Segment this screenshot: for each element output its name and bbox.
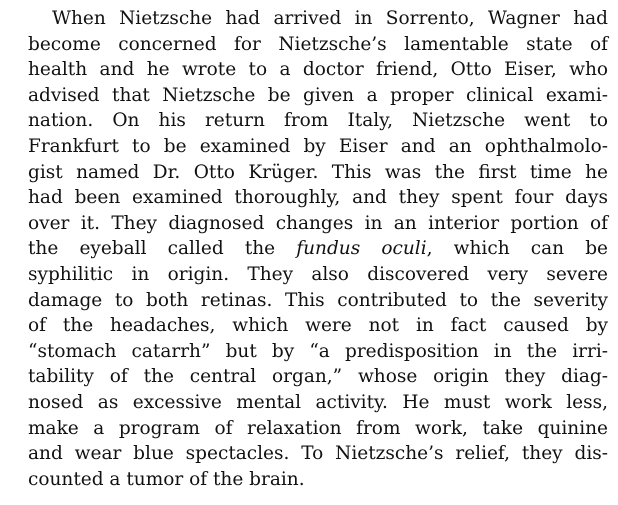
text-line-10-start: the eyeball called the <box>28 238 297 260</box>
text-paragraph <box>28 6 608 492</box>
text-line-6: Frankfurt to be examined by Eiser and an ophthalmolo- <box>28 135 608 157</box>
text-line-3: health and he wrote to a doctor friend, Otto Eiser, who <box>28 59 608 81</box>
text-line-13: of the headaches, which were not in fact caused by <box>28 315 608 337</box>
text-line-16: nosed as excessive mental activity. He must work less, <box>28 391 608 413</box>
text-line-14: “stomach catarrh” but by “a predisposition in the irri- <box>28 340 608 362</box>
text-line-15: tability of the central organ,” whose origin they diag- <box>28 366 608 388</box>
text-line-12: damage to both retinas. This contributed to the severity <box>28 289 608 311</box>
text-line-18: and wear blue spectacles. To Nietzsche’s relief, they dis- <box>28 443 608 465</box>
text-line-10 <box>28 236 608 262</box>
italic-term: fundus oculi <box>296 238 427 260</box>
text-line-9: over it. They diagnosed changes in an interior portion of <box>28 212 608 234</box>
text-line-1: When Nietzsche had arrived in Sorrento, Wagner had <box>52 8 608 29</box>
text-line-2: become concerned for Nietzsche’s lamentable state of <box>28 33 608 55</box>
text-line-7: gist named Dr. Otto Krüger. This was the first time he <box>28 161 608 183</box>
text-line-4: advised that Nietzsche be given a proper clinical exami- <box>28 84 608 106</box>
text-line-8: had been examined thoroughly, and they spent four days <box>28 187 608 209</box>
text-line-11: syphilitic in origin. They also discovered very severe <box>28 263 608 285</box>
text-line-19: counted a tumor of the brain. <box>28 468 305 490</box>
text-line-10-end: , which can be <box>426 238 609 260</box>
text-line-5: nation. On his return from Italy, Nietzsche went to <box>28 110 608 132</box>
text-line-17: make a program of relaxation from work, take quinine <box>28 417 608 439</box>
